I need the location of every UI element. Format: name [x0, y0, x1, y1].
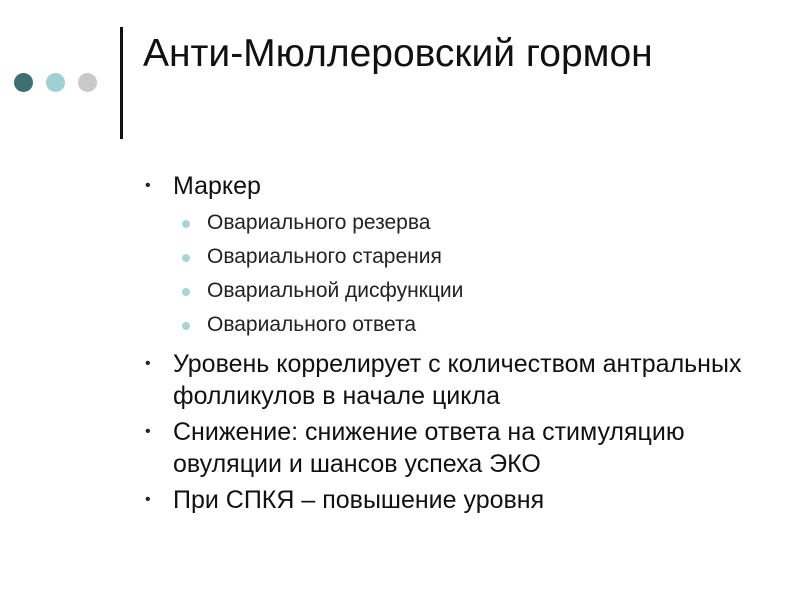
sub-bullet-icon — [182, 288, 190, 296]
bullet-icon: • — [145, 491, 151, 508]
bullet-text: При СПКЯ – повышение уровня — [173, 486, 545, 514]
bullet-item — [145, 484, 775, 516]
slide-title: Анти-Мюллеровский гормон — [143, 32, 653, 75]
sub-bullet-item — [145, 308, 775, 342]
bullet-text: Уровень коррелирует с количеством антральных фолликулов в начале цикла — [173, 350, 742, 410]
sub-bullet-text: Овариального старения — [207, 245, 442, 268]
sub-bullet-text: Овариальной дисфункции — [207, 279, 464, 302]
bullet-icon: • — [145, 423, 151, 440]
dot-gray-icon — [78, 73, 97, 92]
sub-bullet-text: Овариального ответа — [207, 313, 417, 336]
bullet-item — [145, 416, 775, 480]
sub-bullet-item — [145, 240, 775, 274]
slide-content — [145, 170, 775, 520]
bullet-item — [145, 348, 775, 412]
sub-bullet-item — [145, 274, 775, 308]
sub-bullet-icon — [182, 220, 190, 228]
bullet-icon: • — [145, 177, 151, 194]
bullet-item — [145, 170, 775, 202]
sub-bullet-icon — [182, 322, 190, 330]
title-divider — [120, 27, 123, 139]
sub-list — [145, 206, 775, 342]
bullet-icon: • — [145, 355, 151, 372]
bullet-text: Снижение: снижение ответа на стимуляцию овуляции и шансов успеха ЭКО — [173, 418, 685, 478]
dot-dark-icon — [14, 73, 33, 92]
dot-light-icon — [46, 73, 65, 92]
decorative-dots — [14, 73, 97, 92]
sub-bullet-text: Овариального резерва — [207, 211, 431, 234]
sub-bullet-icon — [182, 254, 190, 262]
sub-bullet-item — [145, 206, 775, 240]
bullet-text: Маркер — [173, 172, 261, 200]
